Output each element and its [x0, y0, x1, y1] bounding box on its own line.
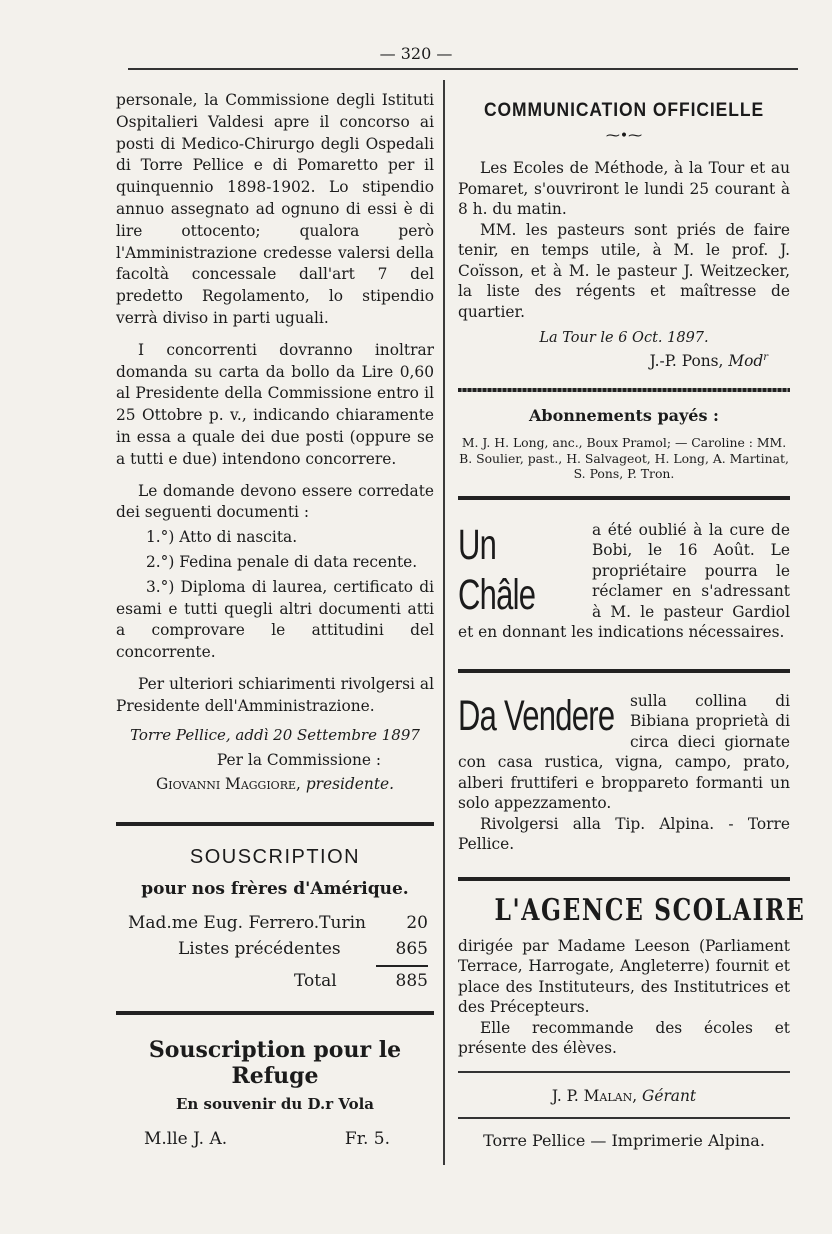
signer-name: Giovanni Maggiore, — [155, 774, 301, 793]
signer-role: presidente. — [305, 774, 395, 793]
ad-vendere — [458, 691, 790, 855]
refuge-title: Souscription pour le Refuge — [148, 1036, 402, 1089]
refuge-subtitle: En souvenir du D.r Vola — [175, 1094, 375, 1113]
document-list-item: 2.°) Fedina penale di data recente. — [146, 552, 418, 571]
document-list-item: 3.°) Diploma di laurea, certificato di esami e tutti quegli altri documenti atti a comprovare le attitudini del concorrente. — [116, 577, 434, 662]
total-label: Total — [294, 970, 337, 991]
agence-text-2: Elle recommande des écoles et présente des élèves. — [458, 1018, 790, 1058]
sum-rule — [376, 965, 428, 967]
commission-line: Per la Commissione : — [216, 750, 382, 769]
page-number: — 320 — — [379, 44, 453, 63]
souscription-total-row — [116, 965, 428, 997]
ad-chale-headline: Un Châle — [458, 520, 536, 619]
gerant-name: J. P. Malan, — [551, 1086, 638, 1105]
ad-vendere-contact: Rivolgersi alla Tip. Alpina. - Torre Pellice. — [458, 814, 790, 854]
abonnements-list: M. J. H. Long, anc., Boux Pramol; — Caroline : MM. B. Soulier, past., H. Salvageot, H. Long, A. Martinat, S. Pons, P. Tron. — [459, 435, 789, 482]
communication-paragraph: MM. les pasteurs sont priés de faire tenir, en temps utile, à M. le prof. J. Coïsson, et à M. le pasteur J. Weitzecker, la liste des régents et maîtresse de quartier. — [458, 220, 790, 321]
signature-line — [116, 772, 434, 796]
souscription-amount: 865 — [395, 938, 428, 959]
document-list-item: 1.°) Atto di nascita. — [146, 528, 298, 547]
section-rule — [116, 1011, 434, 1015]
notice-paragraph: personale, la Commissione degli Istituti Ospitalieri Valdesi apre il concorso ai posti di Medico-Chirurgo degli Ospedali di Torre Pellice e di Pomaretto per il quinquennio 1898-1902. Lo stipendio annuo assegnato ad ognuno di essi è di lire ottocento; qualora però l'Amministrazione credesse valersi della facoltà concessale dall'art 7 del predetto Regolamento, lo stipendio verrà diviso in parti uguali. — [116, 91, 434, 327]
ad-chale — [458, 520, 790, 643]
refuge-amount: Fr. 5. — [344, 1128, 390, 1149]
communication-paragraph: Les Ecoles de Méthode, à la Tour et au Pomaret, s'ouvriront le lundi 25 courant à 8 h. du matin. — [458, 159, 790, 218]
section-rule — [458, 669, 790, 673]
souscription-subtitle: pour nos frères d'Amérique. — [141, 878, 409, 899]
souscription-title: SOUSCRIPTION — [189, 845, 361, 868]
communication-signature — [458, 352, 790, 370]
closing-paragraph: Per ulteriori schiarimenti rivolgersi al Presidente dell'Amministrazione. — [116, 674, 434, 715]
notice-paragraph: Le domande devono essere corredate dei seguenti documenti : — [116, 481, 434, 522]
gerant-line — [458, 1087, 790, 1105]
section-rule — [458, 496, 790, 500]
refuge-row — [116, 1129, 434, 1157]
communication-title: COMMUNICATION OFFICIELLE — [483, 100, 765, 121]
souscription-row — [116, 939, 428, 965]
left-column — [116, 90, 434, 1157]
ad-vendere-headline: Da Vendere — [458, 691, 615, 740]
notice-date: Torre Pellice, addì 20 Settembre 1897 — [130, 725, 420, 744]
signature-name: J.-P. Pons, — [649, 352, 724, 371]
imprint-line: Torre Pellice — Imprimerie Alpina. — [483, 1130, 765, 1150]
souscription-amount: 20 — [406, 912, 428, 933]
column-divider — [443, 80, 445, 1165]
header-rule — [128, 68, 798, 70]
signature-role: Mod — [728, 352, 764, 371]
gerant-role: Gérant — [642, 1086, 697, 1105]
flourish-ornament: ⁓•⁓ — [605, 128, 643, 144]
total-amount: 885 — [395, 970, 428, 991]
abonnements-title: Abonnements payés : — [529, 406, 719, 426]
right-column — [458, 98, 806, 1150]
communication-date: La Tour le 6 Oct. 1897. — [539, 330, 709, 346]
ad-chale-text: a été oublié à la cure de Bobi, le 16 Août. Le propriétaire pourra le réclamer en s'adressant à M. le pasteur Gardiol et en donnant les indications nécessaires. — [458, 520, 790, 642]
footer-rule — [458, 1117, 790, 1119]
refuge-name: M.lle J. A. — [144, 1128, 228, 1149]
souscription-row — [116, 913, 428, 939]
souscription-label: Mad.me Eug. Ferrero.Turin — [128, 912, 366, 933]
souscription-label: Listes précédentes — [178, 938, 341, 959]
souscription-table — [116, 913, 434, 997]
signature-superscript: r — [763, 352, 768, 363]
ad-vendere-text: sulla collina di Bibiana proprietà di circa dieci giornate con casa rustica, vigna, campo, prato, alberi fruttiferi e broppareto formanti un solo appezzamento. — [458, 691, 790, 813]
footer-rule — [458, 1071, 790, 1073]
section-rule — [458, 877, 790, 881]
agence-text: dirigée par Madame Leeson (Parliament Terrace, Harrogate, Angleterre) fournit et place des Instituteurs, des Institutrices et des Précepteurs. — [458, 936, 790, 1017]
hatched-rule — [458, 388, 790, 392]
section-rule — [116, 822, 434, 826]
notice-paragraph: I concorrenti dovranno inoltrar domanda su carta da bollo da Lire 0,60 al Presidente della Commissione entro il 25 Ottobre p. v., indicando chiaramente in essa a quale dei due posti (oppure se a tutti e due) intendono concorrere. — [116, 340, 434, 468]
agence-title: L'AGENCE SCOLAIRE — [494, 892, 806, 928]
